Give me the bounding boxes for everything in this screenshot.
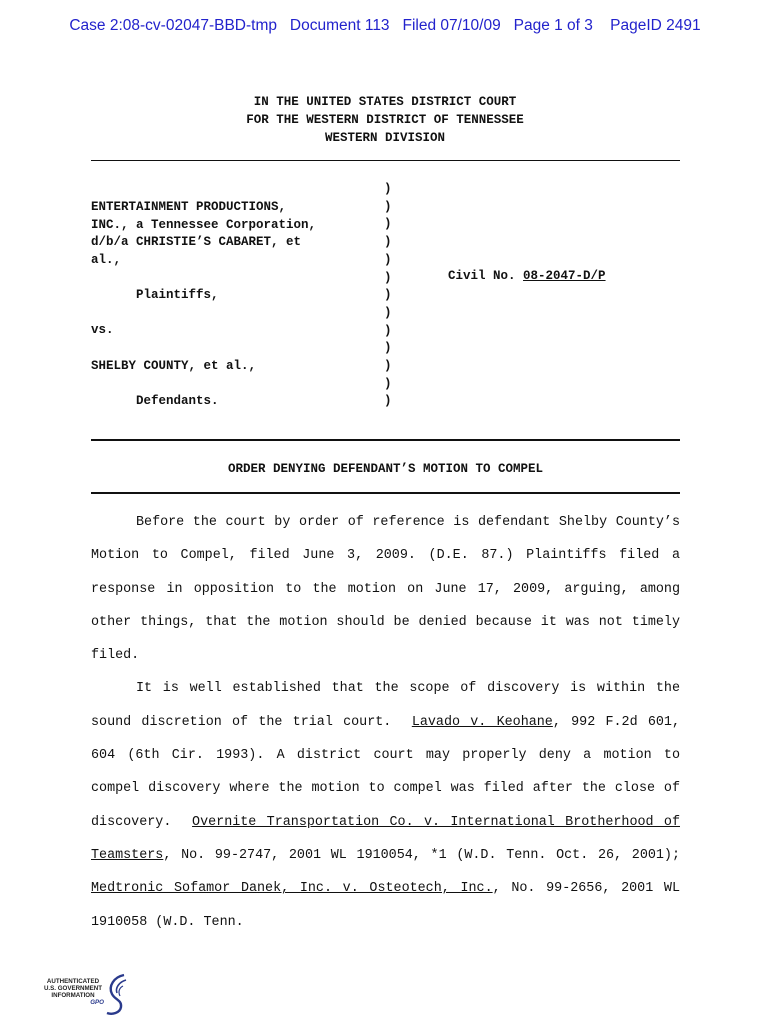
body-text-run: , 992 F.2d 601, 604 (6th Cir. 1993). A district court may properly deny a motion to compel discovery where the motion to compel was filed after the close of discovery.: [91, 714, 680, 830]
title-divider-top: [91, 439, 680, 441]
heading-divider: [91, 160, 680, 161]
gpo-text-line: AUTHENTICATED: [46, 978, 100, 985]
civil-number: 08-2047-D/P: [523, 269, 606, 283]
caption-paren-column: ) ) ) ) ) ) ) ) ) ) ) ) ): [384, 182, 392, 409]
gpo-text-line: INFORMATION: [51, 992, 95, 999]
defendants-label: Defendants.: [136, 394, 219, 408]
plaintiff-line: d/b/a CHRISTIE’S CABARET, et: [91, 235, 302, 250]
body-text-run: It is well established that the scope of discovery is within the sound discretion of the trial court.: [91, 681, 680, 730]
plaintiff-line: ENTERTAINMENT PRODUCTIONS,: [91, 200, 287, 214]
versus-label: vs.: [91, 323, 114, 337]
body-paragraph-1: Before the court by order of reference is defendant Shelby County’s Motion to Compel, filed June 3, 2009. (D.E. 87.) Plaintiffs filed a response in opposition to the motion on June 17, 2009, arguing, among other things, that the motion should be denied because it was not timely filed.: [91, 515, 680, 664]
plaintiff-party-block: [91, 199, 381, 270]
case-citation-medtronic: Medtronic Sofamor Danek, Inc. v. Osteotech, Inc.: [91, 881, 493, 897]
court-line-2: FOR THE WESTERN DISTRICT OF TENNESSEE: [246, 113, 524, 127]
filing-stamp-header: Case 2:08-cv-02047-BBD-tmp Document 113 Filed 07/10/09 Page 1 of 3 PageID 2491: [69, 17, 701, 34]
body-paragraph-2: [91, 672, 680, 938]
case-citation-overnite: Overnite Transportation Co. v. International Brotherhood of Teamsters: [91, 814, 680, 863]
gpo-eagle-icon: [102, 972, 130, 1018]
plaintiff-line: al.,: [91, 253, 122, 268]
case-citation-lavado: Lavado v. Keohane: [411, 714, 553, 730]
order-body: [91, 506, 680, 939]
civil-number-label: Civil No.: [448, 269, 516, 283]
civil-number-block: [448, 269, 606, 283]
gpo-text-line: U.S. GOVERNMENT: [43, 985, 103, 992]
body-text-run: , No. 99-2747, 2001 WL 1910054, *1 (W.D. Tenn. Oct. 26, 2001);: [163, 847, 680, 863]
gpo-text-line: GPO: [90, 999, 104, 1006]
court-line-1: IN THE UNITED STATES DISTRICT COURT: [253, 95, 517, 109]
plaintiff-line: INC., a Tennessee Corporation,: [91, 217, 317, 232]
court-heading: [0, 93, 770, 147]
title-divider-bottom: [91, 492, 680, 494]
body-text-run: , No. 99-2656, 2001 WL 1910058 (W.D. Tenn.: [91, 881, 680, 930]
gpo-authentication-seal: [42, 972, 132, 1018]
order-title: ORDER DENYING DEFENDANT’S MOTION TO COMPEL: [227, 462, 544, 476]
defendant-name: SHELBY COUNTY, et al.,: [91, 359, 257, 373]
court-line-3: WESTERN DIVISION: [324, 131, 446, 145]
plaintiffs-label: Plaintiffs,: [136, 288, 219, 302]
